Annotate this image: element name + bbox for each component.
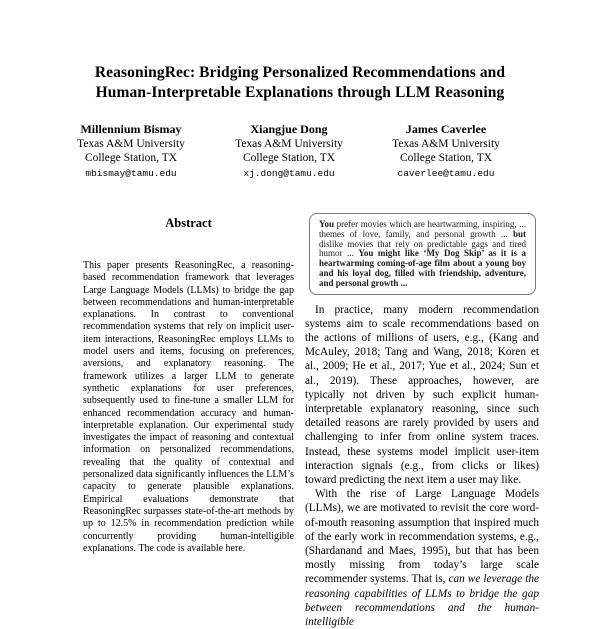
author-affiliation: Texas A&M University (392, 137, 500, 150)
abstract-body-text: This paper presents ReasoningRec, a reasoning-based recommendation framework that leverages Large Language Models (LLMs) to bridge the gap between recommendations and human-interpretable explanations. In contrast to conventional recommendation systems that rely on implicit user-item interactions, ReasoningRec employs LLMs to model users and items, focusing on preferences, aversions, and explanatory reasoning. The framework utilizes a larger LLM to generate synthetic explanations for user preferences, subsequently used to fine-tune a smaller LLM for enhanced recommendation accuracy and human-interpretable explanation. Our experimental study investigates the impact of reasoning and contextual information on personalized recommendations, revealing that the quality of contextual and personalized data significantly influences the LLM’s capacity to generate plausible explanations. Empirical evaluations demonstrate that ReasoningRec surpasses state-of-the-art methods by up to 12.5% in recommendation prediction while concurrently providing human-intelligible explanations. The code is available (83, 260, 294, 554)
author-block (203, 122, 375, 181)
paper-title-line1: ReasoningRec: Bridging Personalized Recommendations and (94, 64, 506, 81)
author-email: mbismay@tamu.edu (85, 168, 177, 180)
paragraph2-italic-question: can we leverage the reasoning capabilities of LLMs to bridge the gap between recommendations and the human-intelligible (305, 573, 539, 629)
quote-bold-you: You (319, 219, 335, 229)
abstract-final-period: . (242, 542, 246, 554)
abstract-text (83, 260, 294, 555)
author-block (360, 122, 532, 181)
author-name: Xiangjue Dong (250, 122, 328, 136)
author-location: College Station, TX (399, 151, 493, 164)
quote-bold-but: but (512, 228, 526, 239)
body-paragraph-2 (305, 487, 539, 629)
author-affiliation: Texas A&M University (77, 137, 185, 150)
abstract-heading: Abstract (165, 216, 212, 230)
author-location: College Station, TX (242, 151, 336, 164)
body-paragraph-1: In practice, many modern recommendation systems aim to scale recommendations based on the actions of millions of users, e.g., (Kang and McAuley, 2018; Tang and Wang, 2018; Koren et al., 2009; He et al., 2017; Yue et al., 2024; Sun et al., 2019). These approaches, however, are typically not driven by such explicit human-interpretable explanatory reasoning, since such detailed reasons are rarely provided by users and challenging to infer from online system traces. Instead, these systems model implicit user-item interaction signals (e.g., from clicks or likes) toward predicting the next item a user may like. (305, 303, 539, 487)
author-email: xj.dong@tamu.edu (243, 168, 335, 180)
author-location: College Station, TX (84, 151, 178, 164)
right-column (305, 213, 539, 629)
author-name: James Caverlee (405, 122, 487, 136)
author-affiliation: Texas A&M University (235, 137, 343, 150)
quote-regular-1: prefer movies which are heartwarming, inspiring, ... themes of love, family, and personal growth ... (319, 219, 526, 239)
left-column (83, 216, 294, 555)
code-link[interactable]: here (225, 542, 243, 554)
paper-title-line2: Human-Interpretable Explanations through LLM Reasoning (95, 84, 505, 101)
quote-regular-2: dislike movies that rely on predictable gags and tired humor ... (319, 238, 526, 259)
author-block (45, 122, 217, 181)
paragraph2-regular: With the rise of Large Language Models (LLMs), we are motivated to revisit the core word-of-mouth reasoning assumption that inspired much of the early work in recommendation systems, e.g., (Shardanand and Maes, 1995), but that has been mostly missing from today’s large scale recommender systems. That is, (305, 488, 539, 586)
paper-title (0, 63, 600, 103)
author-email: caverlee@tamu.edu (397, 168, 495, 180)
author-name: Millennium Bismay (80, 122, 182, 136)
quote-bold-recommendation: You might like ‘My Dog Skip’ as it is a heartwarming coming-of-age film about a young boy and his loyal dog, filled with friendship, adventure, and personal growth ... (319, 248, 526, 288)
example-explanation-box (309, 213, 536, 295)
author-row (0, 122, 600, 184)
